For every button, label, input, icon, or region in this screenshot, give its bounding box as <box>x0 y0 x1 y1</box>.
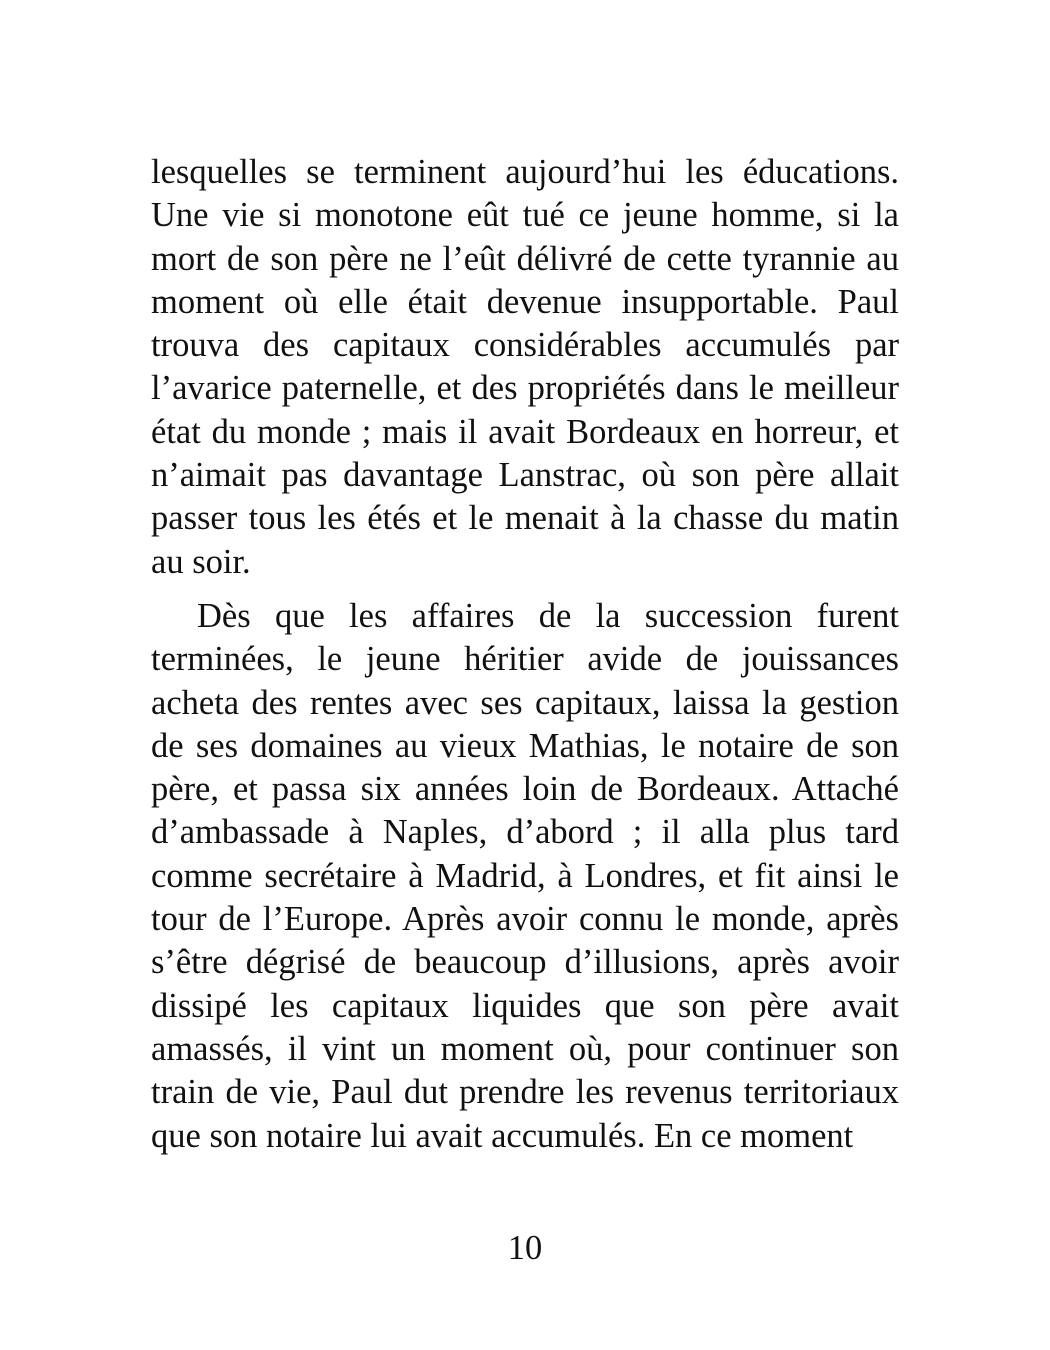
page-number: 10 <box>507 1229 543 1267</box>
paragraph-2: Dès que les affaires de la succession furent terminées, le jeune héritier avide de jouissances acheta des rentes avec ses capitaux, laissa la gestion de ses domaines au vieux Mathias, le notaire de son père, et passa six années loin de Bordeaux. Attaché d’ambassade à Naples, d’abord ; il alla plus tard comme secrétaire à Madrid, à Londres, et fit ainsi le tour de l’Europe. Après avoir connu le monde, après s’être dégrisé de beaucoup d’illusions, après avoir dissipé les capitaux liquides que son père avait amassés, il vint un moment où, pour continuer son train de vie, Paul dut prendre les revenus territoriaux que son notaire lui avait accumulés. En ce moment <box>151 596 899 1155</box>
body-text <box>151 151 899 1158</box>
paragraph-1: lesquelles se terminent aujourd’hui les éducations. Une vie si monotone eût tué ce jeune homme, si la mort de son père ne l’eût délivré de cette tyrannie au moment où elle était devenue insupportable. Paul trouva des capitaux considérables accumulés par l’avarice paternelle, et des propriétés dans le meilleur état du monde ; mais il avait Bordeaux en horreur, et n’aimait pas davantage Lanstrac, où son père allait passer tous les étés et le menait à la chasse du matin au soir. <box>151 153 899 581</box>
